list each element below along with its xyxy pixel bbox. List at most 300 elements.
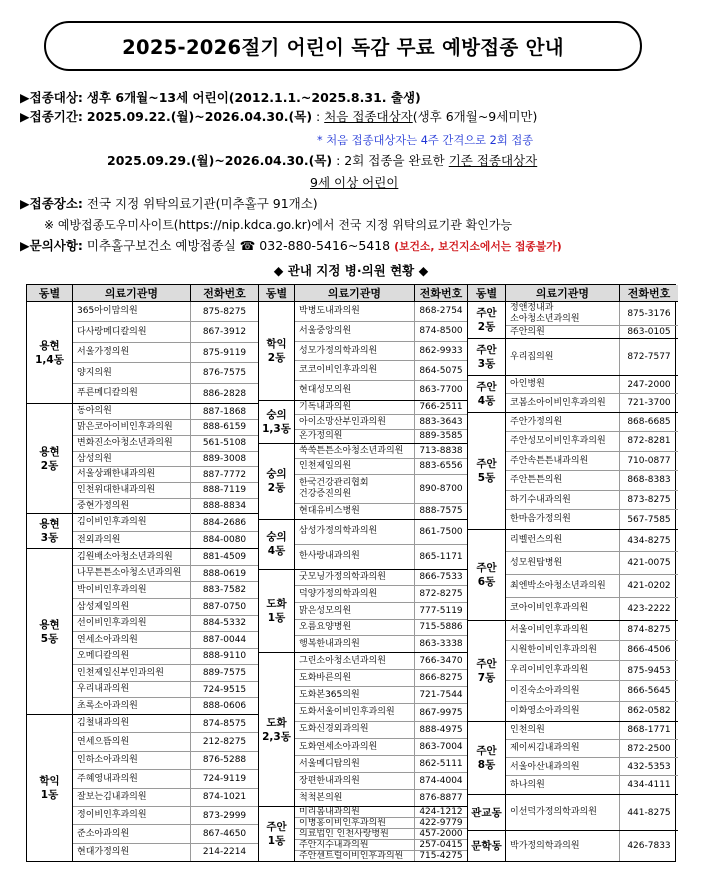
table-row <box>295 545 467 569</box>
table-row <box>295 722 467 739</box>
section-title: ◆ 관내 지정 병·의원 현황 ◆ <box>273 263 429 278</box>
clinic-name: 도화서울이비인후과의원 <box>295 704 415 720</box>
clinic-name: 푸른메디칼의원 <box>73 384 191 403</box>
period-label: ▶접종기간: <box>20 109 83 124</box>
period-line-1 <box>20 108 537 126</box>
clinic-phone: 873-8275 <box>627 494 671 505</box>
clinic-name: 성모원탑병원 <box>506 552 620 574</box>
clinic-phone: 888-0619 <box>202 568 247 579</box>
dong-group <box>468 302 678 339</box>
table-row <box>295 620 467 637</box>
clinic-phone: 457-2000 <box>419 829 463 840</box>
table-row <box>295 790 467 806</box>
clinic-phone: 876-8877 <box>419 793 463 804</box>
clinic-name: 삼성제일의원 <box>73 599 191 615</box>
dong-label: 숭의 4동 <box>259 520 295 569</box>
clinic-phone: 872-7577 <box>627 351 671 362</box>
table-row <box>73 420 258 436</box>
table-row <box>506 471 678 491</box>
clinic-name: 오메디칼의원 <box>73 649 191 665</box>
clinic-name: 정앤정내과 소아청소년과의원 <box>506 302 620 325</box>
dong-label: 학익 2동 <box>259 302 295 400</box>
clinic-name: 장편한내과의원 <box>295 773 415 789</box>
dong-label: 문학동 <box>468 831 506 861</box>
clinic-phone: 888-9110 <box>202 651 247 662</box>
table-row <box>506 432 678 452</box>
table-row <box>506 376 678 394</box>
clinic-name: 맑은성모의원 <box>295 603 415 619</box>
dong-label: 주안 3동 <box>468 339 506 375</box>
clinic-phone: 872-8275 <box>419 589 463 600</box>
clinic-phone: 212-8275 <box>202 737 247 748</box>
clinic-name: 인천의원 <box>506 722 620 739</box>
table-row <box>506 491 678 511</box>
dong-label: 관교동 <box>468 795 506 831</box>
clinic-name: 인천제일의원 <box>295 459 415 473</box>
header-name: 의료기관명 <box>295 285 415 301</box>
clinic-phone: 884-0080 <box>202 535 247 546</box>
dong-label: 주안 2동 <box>468 302 506 338</box>
table-row <box>73 566 258 583</box>
clinic-name: 양지의원 <box>73 363 191 382</box>
table-row <box>73 649 258 666</box>
contact-label: ▶문의사항: <box>20 238 83 253</box>
table-row <box>73 582 258 599</box>
table-row <box>73 514 258 531</box>
clinic-name: 코코이비인후과의원 <box>295 361 415 380</box>
clinic-name: 정이비인후과의원 <box>73 807 191 824</box>
table-row <box>73 844 258 861</box>
table-row <box>295 818 467 829</box>
header-phone: 전화번호 <box>203 287 246 300</box>
clinic-phone: 888-6159 <box>202 422 247 433</box>
clinic-phone: 888-7575 <box>419 506 463 517</box>
table-row <box>295 829 467 840</box>
dong-label: 주안 7동 <box>468 621 506 721</box>
dong-group <box>259 570 467 653</box>
table-row <box>506 795 678 831</box>
table-row <box>506 831 678 861</box>
clinic-name: 우리이비인후과의원 <box>506 661 620 680</box>
table-row <box>73 322 258 342</box>
clinic-name: 김철내과의원 <box>73 715 191 732</box>
table-row <box>295 381 467 400</box>
table-row <box>295 586 467 603</box>
clinic-name: 전외과의원 <box>73 532 191 548</box>
table-row <box>506 413 678 433</box>
clinic-phone: 214-2214 <box>202 847 247 858</box>
clinic-name: 이화영소아과의원 <box>506 702 620 721</box>
header-dong: 동별 <box>468 285 506 301</box>
clinic-phone: 881-4509 <box>202 552 247 563</box>
clinic-name: 변화진소아청소년과의원 <box>73 436 191 451</box>
table-row <box>73 682 258 699</box>
header-phone: 전화번호 <box>627 287 671 300</box>
table-row <box>506 702 678 721</box>
table-row <box>73 363 258 383</box>
clinic-name: 주안성모이비인후과의원 <box>506 432 620 451</box>
table-row <box>73 665 258 682</box>
clinic-name: 우리집의원 <box>506 339 620 375</box>
dong-label: 용현 1,4동 <box>27 302 73 403</box>
contact-note: (보건소, 보건지소에서는 접종불가) <box>394 240 562 253</box>
table-row <box>73 789 258 807</box>
clinic-name: 코봄소아이비인후과의원 <box>506 394 620 411</box>
clinic-phone: 561-5108 <box>202 438 247 449</box>
dong-group <box>259 520 467 570</box>
target-label: ▶접종대상: <box>20 90 83 105</box>
table-row <box>73 616 258 633</box>
clinic-name: 한국건강관리협회 건강증진의원 <box>295 475 415 504</box>
table-row <box>295 756 467 773</box>
table-row <box>73 404 258 420</box>
table-row <box>73 698 258 714</box>
clinic-phone: 873-2999 <box>202 810 247 821</box>
table-row <box>73 807 258 825</box>
clinic-phone: 424-1212 <box>419 807 463 818</box>
table-row <box>295 636 467 652</box>
period1-suffix: (생후 6개월~9세미만) <box>412 109 538 124</box>
clinic-phone: 867-4650 <box>202 828 247 839</box>
period1-sep: : <box>312 109 325 124</box>
clinic-phone: 889-3585 <box>419 431 463 442</box>
dong-group <box>259 807 467 861</box>
table-row <box>295 670 467 687</box>
page-title: 2025-2026절기 어린이 독감 무료 예방접종 안내 <box>122 36 564 59</box>
clinic-name: 동아의원 <box>73 404 191 419</box>
clinic-phone: 887-0044 <box>202 634 247 645</box>
clinic-phone: 883-7582 <box>202 585 247 596</box>
clinic-phone: 888-8834 <box>202 501 247 512</box>
clinic-name: 아인병원 <box>506 376 620 393</box>
clinic-name: 서울이비인후과의원 <box>506 621 620 640</box>
clinic-name: 하나의원 <box>506 776 620 793</box>
dong-group <box>468 621 678 722</box>
clinic-name: 서울아산내과의원 <box>506 758 620 775</box>
place-label: ▶접종장소: <box>20 196 83 211</box>
table-row <box>506 740 678 758</box>
dong-group <box>259 444 467 520</box>
dong-label: 도화 1동 <box>259 570 295 652</box>
clinic-phone: 872-8281 <box>627 436 671 447</box>
table-row <box>73 343 258 363</box>
clinic-name: 현대성모의원 <box>295 381 415 400</box>
table-row <box>73 532 258 548</box>
clinic-phone: 434-4111 <box>627 779 671 790</box>
table-row <box>506 452 678 472</box>
dong-group <box>27 302 258 404</box>
table-column-2 <box>258 285 467 861</box>
clinic-name: 도화본365의원 <box>295 687 415 703</box>
table-row <box>506 661 678 681</box>
clinic-phone: 866-8275 <box>419 673 463 684</box>
table-row <box>295 704 467 721</box>
clinic-phone: 721-7544 <box>419 690 463 701</box>
table-row <box>295 430 467 443</box>
clinic-name: 인천제일신부인과의원 <box>73 665 191 681</box>
clinic-name: 연세소아과의원 <box>73 632 191 648</box>
clinic-phone: 868-1771 <box>627 725 671 736</box>
clinic-name: 주안의원 <box>506 326 620 338</box>
clinic-name: 기독내과의원 <box>295 401 415 414</box>
clinic-table <box>26 284 676 862</box>
table-row <box>73 384 258 403</box>
clinic-phone: 876-5288 <box>202 755 247 766</box>
table-row <box>73 302 258 322</box>
clinic-phone: 883-6556 <box>419 461 463 472</box>
table-row <box>506 758 678 776</box>
clinic-name: 서울가정의원 <box>73 343 191 362</box>
period-line-3 <box>310 174 398 192</box>
clinic-phone: 423-2222 <box>627 603 671 614</box>
table-row <box>73 467 258 483</box>
dong-group <box>259 653 467 807</box>
clinic-name: 현대유비스병원 <box>295 504 415 518</box>
dong-label: 주안 4동 <box>468 376 506 412</box>
dong-group <box>27 549 258 715</box>
clinic-name: 삼성가정의학과의원 <box>295 520 415 544</box>
table-row <box>73 599 258 616</box>
clinic-name: 김원배소아청소년과의원 <box>73 549 191 565</box>
clinic-name: 성모가정의학과의원 <box>295 342 415 361</box>
dong-group <box>468 339 678 376</box>
clinic-phone: 421-0075 <box>627 558 671 569</box>
clinic-name: 온가정의원 <box>295 430 415 443</box>
clinic-name: 한사랑내과의원 <box>295 545 415 569</box>
table-row <box>506 530 678 553</box>
table-row <box>506 510 678 529</box>
dong-group <box>468 831 678 861</box>
clinic-phone: 888-4975 <box>419 724 463 735</box>
clinic-phone: 875-9119 <box>202 347 247 358</box>
clinic-name: 연세으뜸의원 <box>73 733 191 750</box>
table-row <box>506 621 678 641</box>
clinic-phone: 567-7585 <box>627 514 671 525</box>
clinic-name: 그린소아청소년과의원 <box>295 653 415 669</box>
clinic-name: 박병도내과의원 <box>295 302 415 321</box>
clinic-name: 한마음가정의원 <box>506 510 620 529</box>
clinic-name: 주안센트럴이비인후과의원 <box>295 851 415 861</box>
dong-group <box>27 514 258 549</box>
clinic-phone: 874-8575 <box>202 718 247 729</box>
clinic-phone: 887-7772 <box>202 469 247 480</box>
table-row <box>73 733 258 751</box>
table-row <box>73 452 258 468</box>
table-row <box>295 520 467 545</box>
clinic-phone: 863-7700 <box>419 385 463 396</box>
table-row <box>295 773 467 790</box>
clinic-phone: 766-3470 <box>419 656 463 667</box>
dong-label: 학익 1동 <box>27 715 73 861</box>
table-column-3 <box>467 285 678 861</box>
clinic-name: 주안지수내과의원 <box>295 840 415 850</box>
clinic-name: 잘보는김내과의원 <box>73 789 191 806</box>
clinic-name: 서울중앙의원 <box>295 322 415 341</box>
table-row <box>295 504 467 518</box>
table-row <box>295 302 467 322</box>
table-row <box>295 322 467 342</box>
table-row <box>295 807 467 818</box>
header-name: 의료기관명 <box>506 285 620 301</box>
table-row <box>506 598 678 620</box>
clinic-phone: 883-3643 <box>419 416 463 427</box>
clinic-phone: 874-8500 <box>419 326 463 337</box>
table-row <box>506 722 678 740</box>
clinic-phone: 766-2511 <box>419 402 463 413</box>
dong-group <box>468 376 678 413</box>
dong-label: 용현 2동 <box>27 404 73 513</box>
clinic-name: 박가정의학과의원 <box>506 831 620 861</box>
clinic-name: 주혜영내과의원 <box>73 770 191 787</box>
table-row <box>73 499 258 514</box>
clinic-phone: 887-1868 <box>202 406 247 417</box>
clinic-phone: 875-3176 <box>627 308 671 319</box>
clinic-name: 인천위대한내과의원 <box>73 483 191 498</box>
clinic-name: 쑥쑥튼튼소아청소년과의원 <box>295 444 415 458</box>
table-row <box>295 361 467 381</box>
clinic-phone: 868-6685 <box>627 416 671 427</box>
clinic-name: 김이비인후과의원 <box>73 514 191 530</box>
table-row <box>506 641 678 661</box>
clinic-phone: 421-0202 <box>627 581 671 591</box>
clinic-name: 나무튼튼소아청소년과의원 <box>73 566 191 582</box>
dong-label: 주안 1동 <box>259 807 295 861</box>
dong-label: 주안 5동 <box>468 413 506 529</box>
table-row <box>73 632 258 649</box>
clinic-phone: 434-8275 <box>627 535 671 546</box>
dong-group <box>468 413 678 530</box>
clinic-phone: 875-9453 <box>627 665 671 676</box>
clinic-phone: 868-2754 <box>419 306 463 317</box>
table-row <box>295 459 467 474</box>
dong-label: 주안 8동 <box>468 722 506 794</box>
table-row <box>295 653 467 670</box>
clinic-phone: 867-3912 <box>202 327 247 338</box>
table-row <box>506 575 678 598</box>
clinic-name: 선이비인후과의원 <box>73 616 191 632</box>
clinic-name: 이선덕가정의학과의원 <box>506 795 620 831</box>
table-row <box>506 394 678 411</box>
clinic-name: 리벨런스의원 <box>506 530 620 552</box>
table-row <box>295 342 467 362</box>
place-text: 전국 지정 위탁의료기관(미추홀구 91개소) <box>86 196 318 211</box>
place-line <box>20 195 318 213</box>
dong-group <box>259 302 467 401</box>
clinic-name: 이진숙소아과의원 <box>506 681 620 700</box>
table-row <box>295 570 467 587</box>
dong-group <box>259 401 467 444</box>
clinic-name: 365아이맘의원 <box>73 302 191 321</box>
table-row <box>295 851 467 861</box>
table-row <box>506 339 678 375</box>
clinic-name: 주안속튼튼내과의원 <box>506 452 620 471</box>
clinic-name: 시원한이비인후과의원 <box>506 641 620 660</box>
clinic-phone: 724-9515 <box>202 684 247 695</box>
clinic-phone: 876-7575 <box>202 368 247 379</box>
clinic-phone: 863-0105 <box>627 327 671 338</box>
clinic-name: 척척본의원 <box>295 790 415 806</box>
clinic-name: 도화신경외과의원 <box>295 722 415 738</box>
clinic-phone: 713-8838 <box>419 446 463 457</box>
clinic-name: 아이소망산부인과의원 <box>295 415 415 428</box>
clinic-phone: 861-7500 <box>419 526 463 537</box>
clinic-phone: 874-8275 <box>627 625 671 636</box>
table-column-1 <box>27 285 258 861</box>
clinic-name: 삼성의원 <box>73 452 191 467</box>
clinic-name: 의료법인 인천사랑병원 <box>295 829 415 839</box>
table-row <box>295 840 467 851</box>
clinic-name: 미리봄내과의원 <box>295 807 415 817</box>
clinic-phone: 862-5111 <box>419 758 463 769</box>
clinic-phone: 884-2686 <box>202 517 247 528</box>
target-text: 생후 6개월~13세 어린이(2012.1.1.~2025.8.31. 출생) <box>86 90 421 105</box>
clinic-phone: 710-0877 <box>627 455 671 466</box>
clinic-name: 서울상쾌한내과의원 <box>73 467 191 482</box>
clinic-name: 도화바른의원 <box>295 670 415 686</box>
clinic-phone: 886-2828 <box>202 388 247 399</box>
clinic-phone: 865-1171 <box>419 551 463 562</box>
clinic-phone: 867-9975 <box>419 707 463 718</box>
dong-label: 용현 3동 <box>27 514 73 548</box>
table-header <box>27 285 258 302</box>
title-banner <box>44 21 642 71</box>
period2-line2: 9세 이상 어린이 <box>310 175 399 190</box>
table-row <box>73 483 258 499</box>
clinic-phone: 864-5075 <box>419 365 463 376</box>
clinic-phone: 887-0750 <box>202 601 247 612</box>
clinic-phone: 888-0606 <box>202 701 247 712</box>
table-row <box>295 687 467 704</box>
dong-label: 용현 5동 <box>27 549 73 714</box>
site-note-line <box>44 216 512 234</box>
contact-line <box>20 237 562 256</box>
clinic-phone: 721-3700 <box>627 397 671 408</box>
header-name: 의료기관명 <box>73 285 191 301</box>
clinic-name: 하기수내과의원 <box>506 491 620 510</box>
clinic-name: 맑은코아이비인후과의원 <box>73 420 191 435</box>
header-dong: 동별 <box>27 285 73 301</box>
clinic-name: 서울메디탑의원 <box>295 756 415 772</box>
table-row <box>506 776 678 793</box>
header-dong: 동별 <box>259 285 295 301</box>
clinic-phone: 866-5645 <box>627 685 671 696</box>
dong-label: 주안 6동 <box>468 530 506 620</box>
table-header <box>468 285 678 302</box>
clinic-name: 초록소아과의원 <box>73 698 191 714</box>
table-row <box>295 739 467 756</box>
clinic-phone: 257-0415 <box>419 840 463 851</box>
clinic-name: 현대가정의원 <box>73 844 191 861</box>
clinic-name: 오름요양병원 <box>295 620 415 636</box>
clinic-name: 박이비인후과의원 <box>73 582 191 598</box>
clinic-phone: 715-4275 <box>419 851 463 862</box>
table-row <box>295 475 467 505</box>
clinic-phone: 441-8275 <box>627 807 671 818</box>
table-row <box>73 549 258 566</box>
clinic-phone: 863-7004 <box>419 741 463 752</box>
period-note-line <box>317 131 533 150</box>
clinic-phone: 875-8275 <box>202 306 247 317</box>
clinic-name: 이병홍이비인후과의원 <box>295 818 415 828</box>
clinic-phone: 872-2500 <box>627 743 671 754</box>
target-line <box>20 89 421 107</box>
clinic-phone: 874-1021 <box>202 792 247 803</box>
clinic-name: 주안가정의원 <box>506 413 620 432</box>
clinic-name: 중현가정의원 <box>73 499 191 514</box>
period1-target: 처음 접종대상자 <box>324 109 413 124</box>
table-row <box>295 444 467 459</box>
clinic-phone: 247-2000 <box>627 379 671 390</box>
